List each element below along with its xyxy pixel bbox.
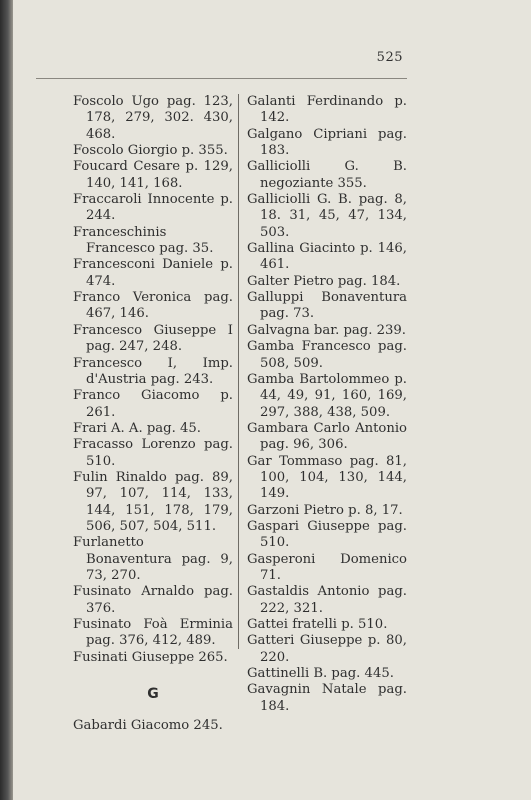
index-entry: Gattei fratelli p. 510. (247, 617, 388, 632)
index-entry: Gaspari Giuseppe pag. 510. (247, 518, 407, 551)
index-entry: Furlanetto Bonaventura pag. 9, 73, 270. (73, 535, 233, 583)
index-entry: Galluppi Bonaventura pag. 73. (247, 290, 407, 322)
index-entry: Galvagna bar. pag. 239. (247, 322, 406, 338)
index-entry: Gabardi Giacomo 245. (73, 718, 223, 734)
index-entry: Gatteri Giuseppe p. 80, 220. (247, 633, 407, 665)
left-entries (73, 94, 233, 666)
index-entry: Gamba Francesco pag. 508, 509. (247, 339, 407, 371)
index-entry: Gallina Giacinto p. 146, 461. (247, 241, 407, 273)
index-entry: Foscolo Giorgio p. 355. (73, 143, 228, 159)
index-entry: Gambara Carlo Antonio pag. 96, 306. (247, 420, 407, 453)
index-entry: Galgano Cipriani pag. 183. (247, 126, 407, 159)
book-spine-shadow (0, 0, 13, 800)
header-rule (36, 78, 407, 79)
index-entry: Francesconi Daniele p. 474. (73, 257, 233, 289)
index-entry: Gavagnin Natale pag. 184. (247, 682, 407, 714)
index-entry: Fusinati Giuseppe 265. (73, 649, 228, 665)
index-entry: Foscolo Ugo pag. 123, 178, 279, 302. 430, 468. (73, 94, 233, 142)
index-entry: Gamba Bartolommeo p. 44, 49, 91, 160, 169, 297, 388, 438, 509. (247, 371, 407, 420)
right-entries (247, 94, 407, 715)
index-entry: Galter Pietro pag. 184. (247, 273, 401, 289)
section-letter-heading: G (147, 686, 159, 703)
column-divider (238, 94, 239, 649)
index-column-right (247, 94, 407, 715)
index-entry: Frari A. A. pag. 45. (73, 420, 201, 436)
index-entry: Gar Tommaso pag. 81, 100, 104, 130, 144, 149. (247, 453, 407, 502)
index-entry: Fusinato Arnaldo pag. 376. (73, 584, 233, 616)
index-entry: Galanti Ferdinando p. 142. (247, 94, 407, 126)
index-entry: Galliciolli G. B. pag. 8, 18. 31, 45, 47, 134, 503. (247, 192, 407, 240)
index-entry: Francesco Giuseppe I pag. 247, 248. (73, 322, 233, 355)
index-entry: Fusinato Foà Erminia pag. 376, 412, 489. (73, 617, 233, 649)
page-number: 525 (376, 50, 403, 65)
index-entry: Gasperoni Domenico 71. (247, 551, 407, 583)
index-entry: Galliciolli G. B. negoziante 355. (247, 159, 407, 191)
index-column-left (73, 94, 233, 735)
index-entry: Fulin Rinaldo pag. 89, 97, 107, 114, 133, 144, 151, 178, 179, 506, 507, 504, 511. (73, 469, 233, 534)
left-entries-after-heading (73, 718, 233, 734)
index-entry: Franceschinis Francesco pag. 35. (73, 224, 214, 257)
index-entry: Gattinelli B. pag. 445. (247, 666, 394, 682)
index-entry: Fracasso Lorenzo pag. 510. (73, 437, 233, 469)
index-entry: Gastaldis Antonio pag. 222, 321. (247, 584, 407, 616)
index-entry: Foucard Cesare p. 129, 140, 141, 168. (73, 159, 233, 191)
index-entry: Garzoni Pietro p. 8, 17. (247, 502, 403, 518)
index-entry: Fraccaroli Innocente p. 244. (73, 192, 233, 224)
index-entry: Franco Giacomo p. 261. (73, 388, 233, 420)
index-entry: Franco Veronica pag. 467, 146. (73, 290, 233, 322)
index-entry: Francesco I, Imp. d'Austria pag. 243. (73, 355, 233, 387)
